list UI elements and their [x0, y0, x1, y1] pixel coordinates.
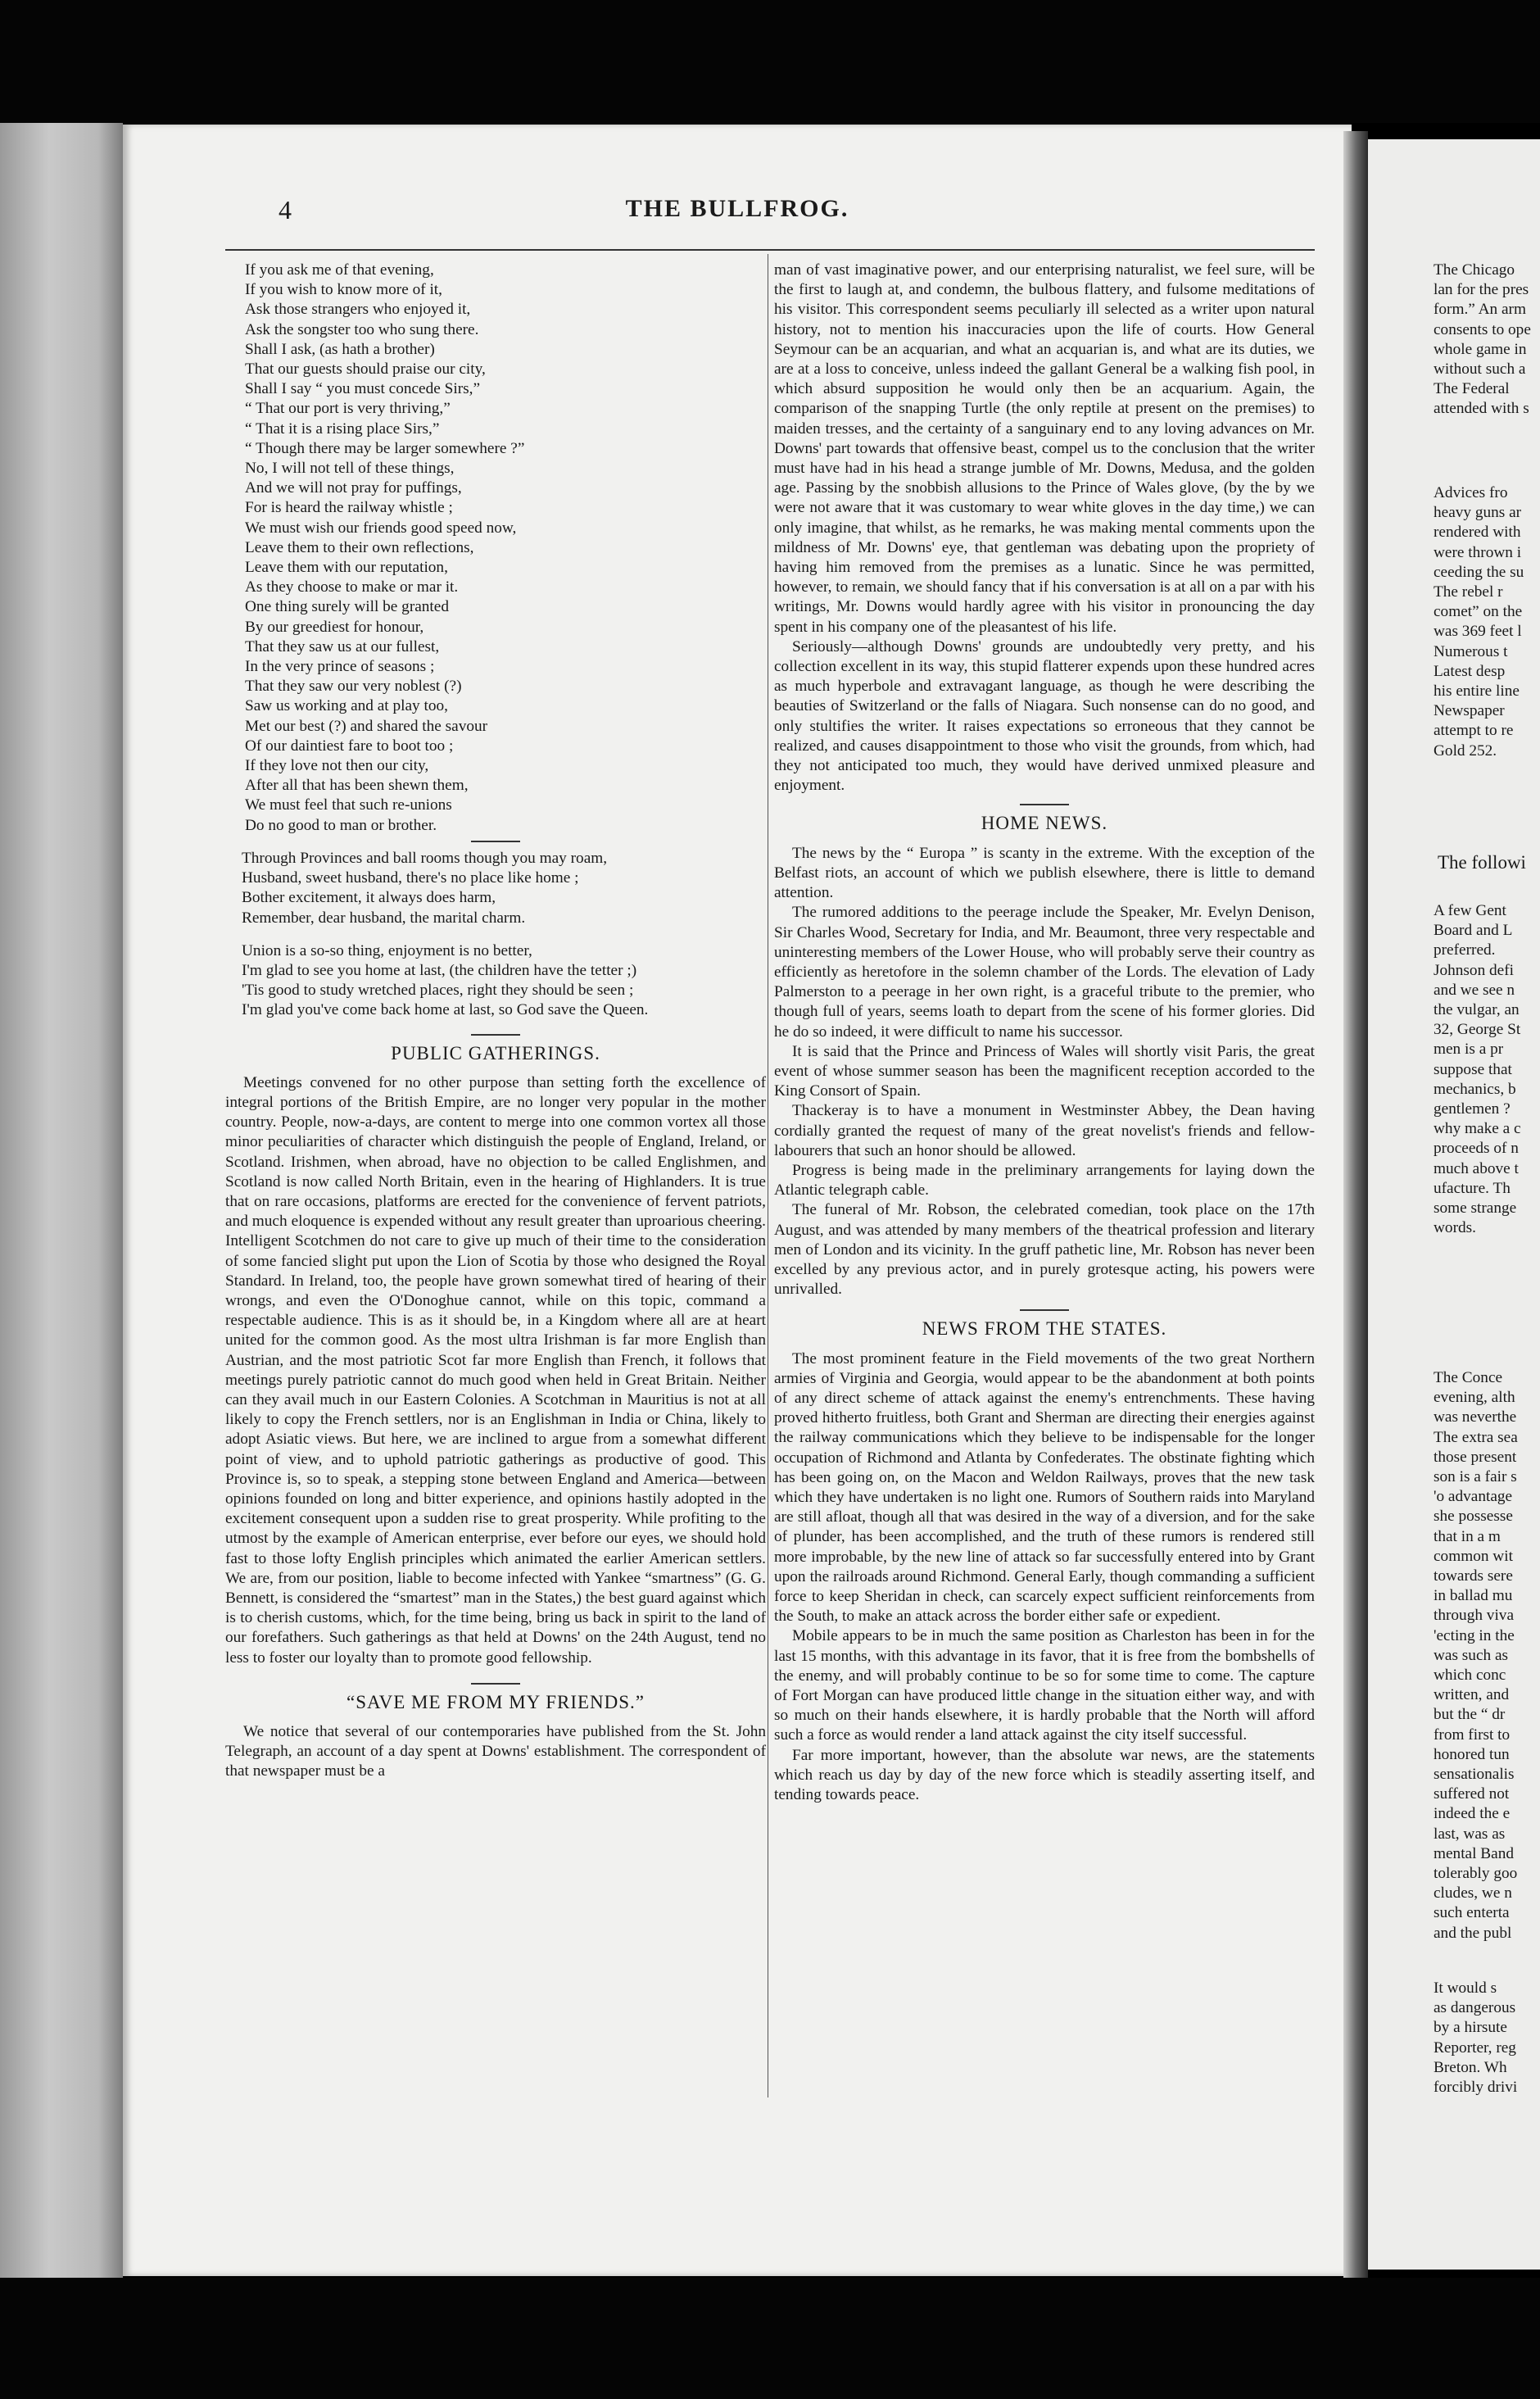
facing-page-line: was neverthe	[1434, 1408, 1517, 1426]
facing-page-line: and we see n	[1434, 981, 1515, 999]
save-me-body: We notice that several of our contemporaries have published from the St. John Telegraph, an account of a day spent at Downs' establishment. The correspondent of that newspaper must be a	[225, 1723, 766, 1780]
poem-line: If they love not then our city,	[245, 757, 429, 775]
facing-page-line: A few Gent	[1434, 902, 1506, 919]
facing-page-line: much above t	[1434, 1159, 1519, 1177]
verse-line: Husband, sweet husband, there's no place like home ;	[242, 869, 579, 887]
home-news-para: Thackeray is to have a monument in Westminster Abbey, the Dean having cordially granted the request of many of the great novelist's friends and fellow-labourers that such an honor should be allowed.	[774, 1102, 1315, 1159]
verse-line: Union is a so-so thing, enjoyment is no better,	[242, 941, 532, 959]
facing-page-line: Breton. Wh	[1434, 2058, 1507, 2076]
facing-page-line: The extra sea	[1434, 1428, 1518, 1446]
poem	[225, 261, 766, 836]
verse-stanza-2	[225, 849, 766, 928]
poem-line: Of our daintiest fare to boot too ;	[245, 737, 454, 755]
facing-page-block-a	[1434, 261, 1531, 419]
public-gatherings-heading: PUBLIC GATHERINGS.	[391, 1042, 600, 1063]
facing-page-line: cludes, we n	[1434, 1884, 1512, 1902]
facing-page-line: Board and L	[1434, 922, 1513, 940]
poem-line: “ That it is a rising place Sirs,”	[245, 419, 440, 438]
facing-page-line: honored tun	[1434, 1745, 1510, 1763]
page-header	[123, 195, 1352, 228]
facing-page-line: some strange	[1434, 1200, 1517, 1218]
journal-title: THE BULLFROG.	[625, 195, 849, 222]
facing-page-line: men is a pr	[1434, 1041, 1504, 1059]
facing-page-heading	[1438, 852, 1526, 873]
facing-page-line: mental Band	[1434, 1844, 1514, 1862]
left-column	[225, 261, 766, 1782]
poem-line: Met our best (?) and shared the savour	[245, 717, 488, 735]
facing-page-line: sensationalis	[1434, 1766, 1515, 1784]
facing-page-line: Numerous t	[1434, 642, 1508, 660]
facing-page-line: last, was as	[1434, 1825, 1506, 1843]
facing-page-line: ufacture. Th	[1434, 1179, 1511, 1197]
facing-page-line: 'ecting in the	[1434, 1626, 1515, 1644]
facing-page-line: were thrown i	[1434, 543, 1522, 561]
verse-line: Bother excitement, it always does harm,	[242, 889, 496, 907]
facing-page-line: The Chicago	[1434, 261, 1515, 279]
facing-page-line: Gold 252.	[1434, 741, 1497, 760]
save-me-continued-para-2: Seriously—although Downs' grounds are undoubtedly very pretty, and his collection excellent in its way, this stupid flatterer expends upon these hundred acres as much hyperbole and extravagant language, as though he were describing the beauties of Switzerland or the falls of Niagara. Such nonsense can do no good, and only stultifies the writer. It raises expectations so erroneous that they cannot be realized, and causes disappointment to those who visit the grounds, from which, had they not anticipated too much, they would have derived unmixed pleasure and enjoyment.	[774, 637, 1315, 795]
facing-page-line: rendered with	[1434, 524, 1521, 542]
facing-page-line: was such as	[1434, 1646, 1509, 1664]
facing-page-line: and the publ	[1434, 1924, 1512, 1942]
poem-line: That they saw us at our fullest,	[245, 637, 440, 655]
poem-line: Ask the songster too who sung there.	[245, 320, 479, 338]
facing-page-line: but the “ dr	[1434, 1706, 1506, 1724]
facing-page-line: Advices fro	[1434, 484, 1508, 501]
section-rule	[471, 1034, 520, 1036]
poem-line: We must wish our friends good speed now,	[245, 519, 517, 537]
poem-line: If you ask me of that evening,	[245, 261, 434, 279]
facing-page-line: heavy guns ar	[1434, 504, 1522, 522]
home-news-heading: HOME NEWS.	[981, 813, 1108, 834]
facing-page-block-e	[1434, 1979, 1517, 2097]
facing-page-line: from first to	[1434, 1726, 1511, 1744]
poem-line: One thing surely will be granted	[245, 598, 449, 616]
facing-page-line: that in a m	[1434, 1527, 1501, 1545]
scan-bottom-border	[0, 2278, 1540, 2399]
facing-page-line: the vulgar, an	[1434, 1001, 1520, 1019]
facing-page-line: in ballad mu	[1434, 1587, 1513, 1605]
facing-page-line: whole game in	[1434, 340, 1527, 358]
facing-page-line: The Federal	[1434, 380, 1510, 398]
page-gutter	[1343, 131, 1368, 2278]
poem-line: Leave them with our reputation,	[245, 559, 448, 577]
poem-line: “ That our port is very thriving,”	[245, 400, 451, 418]
facing-page-line: 32, George St	[1434, 1021, 1521, 1039]
public-gatherings-body: Meetings convened for no other purpose than setting forth the excellence of integral portions of the British Empire, are no longer very popular in the mother country. People, now-a-days, are content to merge into one common vortex all those minor peculiarities of character which distinguish the people of England, Ireland, or Scotland. Irishmen, when abroad, have no objection to be called Englishmen, and Scotland is now called North Britain, even in the hearing of Highlanders. It is true that on rare occasions, platforms are erected for the convenience of fervent patriots, and much eloquence is expended without any result greater than uproarious cheering. Intelligent Scotchmen do not care to give up much of their time to the consideration of some fancied slight put upon the Lion of Scotia by those who designed the Royal Standard. In Ireland, too, the people have grown somewhat tired of hearing of their wrongs, and even the O'Donoghue cannot, while on this topic, command a respectable audience. This is as it should be, in a Kingdom where all are at heart united for the common good. As the most ultra Irishman is far more English than Austrian, and the most patriotic Scot far more English than French, it follows that meetings purely patriotic cannot do much good when held in Great Britain. Neither can they avail much in our Eastern Colonies. A Scotchman in Mauritius is not at all likely to copy the French settlers, nor is an Englishman in India or China, likely to adopt Asiatic views. But here, we are inclined to argue from a somewhat different point of view, and to uphold patriotic gatherings as productive of good. This Province is, so to speak, a stepping stone between England and America—between opinions founded on long and bitter experience, and opinions hastily adopted in the excitement consequent upon a sudden rise to great prosperity. While profiting to the utmost by the example of American enterprise, ever before our eyes, we should hold fast to those lofty English principles which animated the earlier American settlers. We are, from our position, liable to become infected with Yankee “smartness” (G. G. Bennett, is considered the “smartest” man in the States,) the best guard against which is to cherish customs, which, for the time being, bring us back in spirit to the land of our forefathers. Such gatherings as that held at Downs' on the 24th August, tend no less to foster our loyalty than to promote good fellowship.	[225, 1073, 766, 1667]
facing-page-line: common wit	[1434, 1547, 1513, 1565]
facing-page-block-c	[1434, 901, 1521, 1238]
poem-line: That they saw our very noblest (?)	[245, 678, 462, 696]
poem-line: And we will not pray for puffings,	[245, 479, 462, 497]
right-column	[774, 261, 1315, 1805]
facing-page-line: evening, alth	[1434, 1389, 1515, 1407]
poem-line: For is heard the railway whistle ;	[245, 499, 453, 517]
facing-page-line: was 369 feet l	[1434, 623, 1522, 641]
poem-line: By our greediest for honour,	[245, 618, 424, 636]
facing-page-line: proceeds of n	[1434, 1140, 1519, 1158]
states-news-body	[774, 1349, 1315, 1806]
facing-page-line: without such a	[1434, 361, 1526, 379]
poem-line: That our guests should praise our city,	[245, 361, 486, 379]
home-news-para: Progress is being made in the preliminary arrangements for laying down the Atlantic telegraph cable.	[774, 1161, 1315, 1200]
poem-line: We must feel that such re-unions	[245, 796, 452, 814]
verse-line: I'm glad you've come back home at last, so God save the Queen.	[242, 1001, 649, 1019]
facing-page-line: It would s	[1434, 1980, 1497, 1997]
states-news-para: Far more important, however, than the absolute war news, are the statements which reach us day by day of the new force which is steadily asserting itself, and tending towards peace.	[774, 1746, 1315, 1804]
home-news-para: The funeral of Mr. Robson, the celebrated comedian, took place on the 17th August, and was attended by many members of the theatrical profession and literary men of London and its vicinity. In the gruff pathetic line, Mr. Robson has never been excelled by any previous actor, and in purely grotesque acting, his powers were unrivalled.	[774, 1201, 1315, 1299]
facing-page-line: tolerably goo	[1434, 1865, 1518, 1883]
states-news-para: The most prominent feature in the Field movements of the two great Northern armies of Virginia and Georgia, would appear to be the abandonment at both points of any direct scheme of attack against the enemy's entrenchments. These having proved hitherto fruitless, both Grant and Sherman are directing their energies against the railway communications which they believe to be indispensable for the longer occupation of Richmond and Atlanta by Confederates. The obstinate fighting which has been going on, on the Macon and Weldon Railways, proves that the new task which they have undertaken is no light one. Rumors of Southern raids into Maryland are still afloat, though all that was desired in the way of a diversion, and for the sake of plunder, has been accomplished, and the truth of these rumors is rendered still more improbable, by the new line of attack so far successfully entered into by Grant upon the railroads around Richmond. General Early, though commanding a sufficient force to keep Sheridan in check, can scarcely expect sufficient reinforcements from the South, to make an attack across the border either safe or expedient.	[774, 1349, 1315, 1626]
home-news-body	[774, 844, 1315, 1300]
facing-page-line: by a hirsute	[1434, 2019, 1507, 2037]
poem-line: Do no good to man or brother.	[245, 816, 437, 834]
facing-page-line: attended with s	[1434, 400, 1529, 418]
facing-page-line: which conc	[1434, 1667, 1506, 1685]
facing-page-line: those present	[1434, 1448, 1517, 1466]
facing-page-line: why make a c	[1434, 1120, 1521, 1138]
save-me-continued-para-1: man of vast imaginative power, and our enterprising naturalist, we feel sure, will be the first to laugh at, and condemn, the bulbous flattery, and fulsome meditations of his visitor. This correspondent seems peculiarly ill selected as a writer upon natural history, not to mention his inaccuracies upon the life of courts. How General Seymour can be an acquarian, and what an acquarian is, and what are its duties, we are at a loss to conceive, unless indeed the gallant General be a walking fish pool, in which absurd supposition he would only then be an acquarium. Again, the comparison of the snapping Turtle (the only reptile at present on the premises) to maiden tresses, and the certainty of a sanguinary end to any loving advances on Mr. Downs' part towards that offensive beast, compel us to the conclusion that the writer must have had in his head a strange jumble of Mr. Downs, Medusa, and the golden age. Passing by the snobbish allusions to the Prince of Wales glove, (by the by we were not aware that it was customary to wear white gloves in the day time,) we can only imagine, that whilst, as he remarks, he was making mental comments upon the mildness of Mr. Downs' eye, that gentleman was debating upon the propriety of having him removed from the premises as a lunatic. Since he was permitted, however, to remain, we should fancy that if his conversation is at all on a par with his writings, Mr. Downs would hardly agree with his visitor in pronouncing the day spent in his company one of the pleasantest of his life.	[774, 261, 1315, 636]
poem-line: Shall I ask, (as hath a brother)	[245, 340, 435, 358]
verse-line: Through Provinces and ball rooms though you may roam,	[242, 849, 608, 867]
section-rule	[471, 1683, 520, 1685]
facing-page-line: 'o advantage	[1434, 1488, 1513, 1506]
poem-line: In the very prince of seasons ;	[245, 658, 435, 676]
facing-page-line: The rebel r	[1434, 583, 1503, 601]
section-rule	[1020, 804, 1069, 805]
poem-line: Saw us working and at play too,	[245, 697, 448, 715]
facing-page-line: comet” on the	[1434, 603, 1523, 621]
facing-page-block-d	[1434, 1368, 1518, 1943]
facing-page-line: indeed the e	[1434, 1805, 1511, 1823]
facing-page-line: through viva	[1434, 1607, 1514, 1625]
spacer	[225, 928, 766, 941]
page-number: 4	[279, 195, 292, 224]
poem-line: “ Though there may be larger somewhere ?”	[245, 439, 525, 457]
facing-page-line: ceeding the su	[1434, 563, 1524, 581]
poem-line: No, I will not tell of these things,	[245, 460, 455, 478]
facing-page	[1368, 139, 1540, 2270]
facing-page-line: as dangerous	[1434, 1999, 1516, 2017]
facing-page-line: suffered not	[1434, 1785, 1510, 1803]
facing-page-line: The Conce	[1434, 1369, 1503, 1386]
facing-page-line: such enterta	[1434, 1904, 1510, 1922]
home-news-para: The news by the “ Europa ” is scanty in the extreme. With the exception of the Belfast riots, an account of which we publish elsewhere, there is little to demand attention.	[774, 844, 1315, 902]
facing-page-line: suppose that	[1434, 1060, 1512, 1078]
save-me-heading: “SAVE ME FROM MY FRIENDS.”	[346, 1691, 645, 1712]
facing-page-line: words.	[1434, 1219, 1476, 1237]
verse-line: I'm glad to see you home at last, (the children have the tetter ;)	[242, 961, 637, 979]
poem-line: After all that has been shewn them,	[245, 777, 469, 795]
facing-page-line: consents to ope	[1434, 320, 1531, 338]
header-rule	[225, 249, 1315, 251]
facing-page-line: she possesse	[1434, 1508, 1513, 1526]
facing-page-line: mechanics, b	[1434, 1080, 1516, 1098]
section-rule	[471, 841, 520, 842]
poem-line: Ask those strangers who enjoyed it,	[245, 301, 471, 319]
facing-page-line: son is a fair s	[1434, 1468, 1517, 1486]
facing-page-line: written, and	[1434, 1686, 1510, 1704]
states-news-heading: NEWS FROM THE STATES.	[922, 1318, 1167, 1340]
home-news-para: The rumored additions to the peerage include the Speaker, Mr. Evelyn Denison, Sir Charles Wood, Secretary for India, and Mr. Beaumont, three very respectable and uninteresting members of the Lower House, who will probably serve their country as efficiently as heretofore in the solemn chamber of the Lords. The elevation of Lady Palmerston to a peerage in her own right, is a graceful tribute to the premier, who though full of years, seems loath to depart from the scene of his former glories. Did he do so indeed, it were difficult to name his successor.	[774, 904, 1315, 1041]
facing-page-line: preferred.	[1434, 941, 1496, 959]
facing-page-line: towards sere	[1434, 1567, 1513, 1585]
poem-line: As they choose to make or mar it.	[245, 578, 459, 596]
facing-page-line: Reporter, reg	[1434, 2038, 1516, 2057]
poem-line: Leave them to their own reflections,	[245, 538, 474, 556]
facing-page-line: Newspaper	[1434, 702, 1505, 720]
facing-page-line: Latest desp	[1434, 662, 1506, 680]
scan-top-border	[0, 0, 1540, 123]
poem-line: If you wish to know more of it,	[245, 281, 442, 299]
facing-page-line: attempt to re	[1434, 722, 1514, 740]
verse-stanza-3	[225, 941, 766, 1021]
facing-page-line: lan for the pres	[1434, 281, 1529, 299]
poem-line: Shall I say “ you must concede Sirs,”	[245, 380, 481, 398]
facing-page-line: form.” An arm	[1434, 301, 1526, 319]
home-news-para: It is said that the Prince and Princess of Wales will shortly visit Paris, the great event of whose summer season has been the magnificent reception accorded to the King Consort of Spain.	[774, 1042, 1315, 1100]
facing-page-line: his entire line	[1434, 683, 1520, 701]
book-cover-edge	[0, 123, 123, 2278]
facing-page-line: gentlemen ?	[1434, 1100, 1511, 1118]
facing-page-line: forcibly drivi	[1434, 2079, 1518, 2097]
states-news-para: Mobile appears to be in much the same position as Charleston has been in for the last 15 months, with this advantage in its favor, that it is free from the bombshells of the enemy, and will probably continue to be so for some time to come. The capture of Fort Morgan can have produced little change in the situation either way, and with so much on their hands elsewhere, it is hardly probable that the North will afford such a force as would render a land attack against the city itself successful.	[774, 1627, 1315, 1744]
verse-line: Remember, dear husband, the marital charm.	[242, 909, 526, 927]
facing-page-heading-text: The followi	[1438, 852, 1526, 873]
verse-line: 'Tis good to study wretched places, right they should be seen ;	[242, 982, 634, 1000]
section-rule	[1020, 1309, 1069, 1311]
facing-page-block-b	[1434, 483, 1524, 761]
facing-page-line: Johnson defi	[1434, 961, 1515, 979]
